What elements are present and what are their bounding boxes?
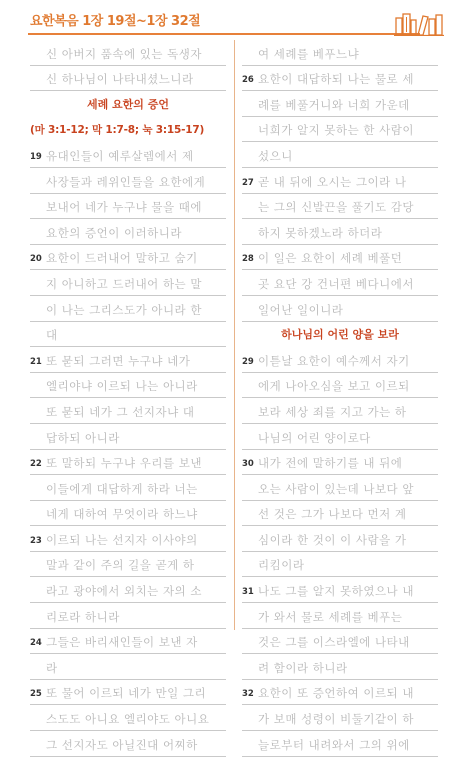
- verse-number: 25: [30, 689, 42, 700]
- header-rule: [28, 33, 420, 35]
- cross-reference-text: (마 3:1-12; 막 1:7-8; 눅 3:15-17): [30, 124, 205, 137]
- trace-text: 이 나는 그리스도가 아니라 한: [46, 302, 202, 317]
- trace-text: 가 보매 성령이 비둘기같이 하: [258, 712, 414, 727]
- writing-line[interactable]: [242, 398, 438, 424]
- writing-line[interactable]: [242, 552, 438, 578]
- writing-line[interactable]: [242, 347, 438, 373]
- trace-text: 또 물어 이르되 네가 만일 그리: [46, 686, 207, 701]
- writing-line[interactable]: [30, 731, 226, 757]
- writing-line[interactable]: [30, 168, 226, 194]
- trace-text: 라고 광야에서 외치는 자의 소: [46, 584, 202, 599]
- section-heading: [30, 91, 226, 117]
- verse-number: 24: [30, 638, 42, 649]
- writing-line[interactable]: [242, 577, 438, 603]
- writing-line[interactable]: [242, 270, 438, 296]
- trace-text: 선 것은 그가 나보다 먼저 계: [258, 507, 407, 522]
- section-heading: [242, 322, 438, 348]
- writing-line[interactable]: [242, 168, 438, 194]
- writing-line[interactable]: [30, 322, 226, 348]
- writing-line[interactable]: [30, 142, 226, 168]
- writing-line[interactable]: [242, 117, 438, 143]
- trace-text: 심이라 한 것이 이 사람을 가: [258, 532, 407, 547]
- writing-line[interactable]: [30, 526, 226, 552]
- trace-text: 또 묻되 네가 그 선지자냐 대: [46, 404, 195, 419]
- trace-text: 나도 그를 알지 못하였으나 내: [258, 584, 414, 599]
- trace-text: 요한의 증언이 이러하니라: [46, 225, 183, 240]
- trace-text: 에게 나아오심을 보고 이르되: [258, 379, 410, 394]
- trace-text: 요한이 또 증언하여 이르되 내: [258, 686, 414, 701]
- trace-text: 리킴이라: [258, 558, 305, 573]
- writing-line[interactable]: [30, 705, 226, 731]
- section-heading-text: 세례 요한의 증언: [86, 97, 170, 111]
- writing-line[interactable]: [30, 475, 226, 501]
- writing-line[interactable]: [30, 552, 226, 578]
- trace-text: 이르되 나는 선지자 이사야의: [46, 532, 198, 547]
- writing-line[interactable]: [30, 373, 226, 399]
- writing-line[interactable]: [242, 40, 438, 66]
- writing-line[interactable]: [242, 501, 438, 527]
- writing-line[interactable]: [242, 475, 438, 501]
- trace-text: 보내어 네가 누구냐 물을 때에: [46, 200, 202, 215]
- writing-line[interactable]: [242, 654, 438, 680]
- trace-text: 대: [46, 328, 58, 343]
- writing-line[interactable]: [30, 194, 226, 220]
- writing-line[interactable]: [242, 526, 438, 552]
- trace-text: 것은 그를 이스라엘에 나타내: [258, 635, 410, 650]
- writing-line[interactable]: [30, 219, 226, 245]
- trace-text: 여 세례를 베푸느냐: [258, 46, 360, 61]
- verse-number: 22: [30, 459, 42, 470]
- writing-line[interactable]: [242, 424, 438, 450]
- page-header: [0, 0, 470, 40]
- writing-line[interactable]: [30, 450, 226, 476]
- right-column: [242, 40, 438, 757]
- trace-text: 또 말하되 누구냐 우리를 보낸: [46, 456, 202, 471]
- writing-line[interactable]: [242, 603, 438, 629]
- trace-text: 또 묻되 그러면 누구냐 네가: [46, 353, 191, 368]
- trace-text: 곳 요단 강 건너편 베다니에서: [258, 276, 414, 291]
- trace-text: 하지 못하겠노라 하더라: [258, 225, 383, 240]
- trace-text: 이 일은 요한이 세례 베풀던: [258, 251, 403, 266]
- trace-text: 그들은 바리새인들이 보낸 자: [46, 635, 198, 650]
- trace-text: 말과 같이 주의 길을 곧게 하: [46, 558, 195, 573]
- trace-text: 섰으니: [258, 148, 293, 163]
- verse-number: 21: [30, 356, 42, 367]
- writing-line[interactable]: [242, 450, 438, 476]
- trace-text: 엘리야냐 이르되 나는 아니라: [46, 379, 198, 394]
- verse-number: 32: [242, 689, 254, 700]
- trace-text: 나님의 어린 양이로다: [258, 430, 371, 445]
- trace-text: 신 하나님이 나타내셨느니라: [46, 72, 194, 87]
- trace-text: 요한이 대답하되 나는 물로 세: [258, 72, 414, 87]
- writing-line[interactable]: [242, 142, 438, 168]
- writing-line[interactable]: [30, 424, 226, 450]
- writing-line[interactable]: [242, 219, 438, 245]
- trace-text: 일어난 일이니라: [258, 302, 344, 317]
- trace-text: 유대인들이 예루살렘에서 제: [46, 148, 194, 163]
- trace-text: 네게 대하여 무엇이라 하느냐: [46, 507, 198, 522]
- writing-line[interactable]: [242, 680, 438, 706]
- verse-number: 19: [30, 151, 42, 162]
- verse-number: 20: [30, 254, 42, 265]
- writing-line[interactable]: [30, 347, 226, 373]
- writing-line[interactable]: [242, 373, 438, 399]
- trace-text: 가 와서 물로 세례를 베푸는: [258, 609, 403, 624]
- writing-line[interactable]: [242, 245, 438, 271]
- trace-text: 이튿날 요한이 예수께서 자기: [258, 353, 410, 368]
- trace-text: 그 선지자도 아닐진대 어찌하: [46, 737, 198, 752]
- verse-number: 27: [242, 177, 254, 188]
- trace-text: 내가 전에 말하기를 내 뒤에: [258, 456, 403, 471]
- writing-line[interactable]: [30, 66, 226, 92]
- writing-line[interactable]: [242, 629, 438, 655]
- writing-line[interactable]: [242, 705, 438, 731]
- trace-text: 라: [46, 660, 58, 675]
- trace-text: 지 아니하고 드러내어 하는 말: [46, 276, 202, 291]
- trace-text: 례를 베풀거니와 너희 가운데: [258, 97, 410, 112]
- writing-line[interactable]: [30, 270, 226, 296]
- writing-line[interactable]: [30, 296, 226, 322]
- trace-text: 곧 내 뒤에 오시는 그이라 나: [258, 174, 407, 189]
- trace-text: 너희가 알지 못하는 한 사람이: [258, 123, 414, 138]
- verse-number: 29: [242, 356, 254, 367]
- trace-text: 보라 세상 죄를 지고 가는 하: [258, 404, 407, 419]
- trace-text: 이들에게 대답하게 하라 너는: [46, 481, 198, 496]
- trace-text: 사장들과 레위인들을 요한에게: [46, 174, 206, 189]
- writing-line[interactable]: [30, 654, 226, 680]
- verse-number: 28: [242, 254, 254, 265]
- trace-text: 요한이 드러내어 말하고 숨기: [46, 251, 198, 266]
- trace-text: 려 함이라 하니라: [258, 660, 348, 675]
- writing-line[interactable]: [30, 398, 226, 424]
- section-heading-text: 하나님의 어린 양을 보라: [281, 328, 399, 342]
- writing-line[interactable]: [242, 91, 438, 117]
- writing-line[interactable]: [242, 731, 438, 757]
- books-icon: [394, 10, 444, 36]
- trace-text: 리로라 하니라: [46, 609, 120, 624]
- writing-line[interactable]: [30, 603, 226, 629]
- writing-line[interactable]: [30, 245, 226, 271]
- trace-text: 신 아버지 품속에 있는 독생자: [46, 46, 202, 61]
- verse-number: 26: [242, 75, 254, 86]
- trace-text: 답하되 아니라: [46, 430, 120, 445]
- writing-line[interactable]: [30, 40, 226, 66]
- left-column: [30, 40, 226, 757]
- writing-line[interactable]: [242, 66, 438, 92]
- cross-reference: [30, 117, 226, 143]
- verse-number: 23: [30, 535, 42, 546]
- trace-text: 오는 사람이 있는데 나보다 앞: [258, 481, 414, 496]
- writing-line[interactable]: [30, 629, 226, 655]
- verse-number: 31: [242, 587, 254, 598]
- writing-line[interactable]: [30, 680, 226, 706]
- writing-line[interactable]: [242, 194, 438, 220]
- trace-text: 스도도 아니요 엘리야도 아니요: [46, 712, 210, 727]
- writing-line[interactable]: [30, 501, 226, 527]
- page-title: 요한복음 1장 19절~1장 32절: [30, 14, 201, 29]
- trace-text: 는 그의 신발끈을 풀기도 감당: [258, 200, 414, 215]
- writing-line[interactable]: [242, 296, 438, 322]
- column-divider: [234, 40, 235, 630]
- writing-line[interactable]: [30, 577, 226, 603]
- verse-number: 30: [242, 459, 254, 470]
- trace-text: 늘로부터 내려와서 그의 위에: [258, 737, 410, 752]
